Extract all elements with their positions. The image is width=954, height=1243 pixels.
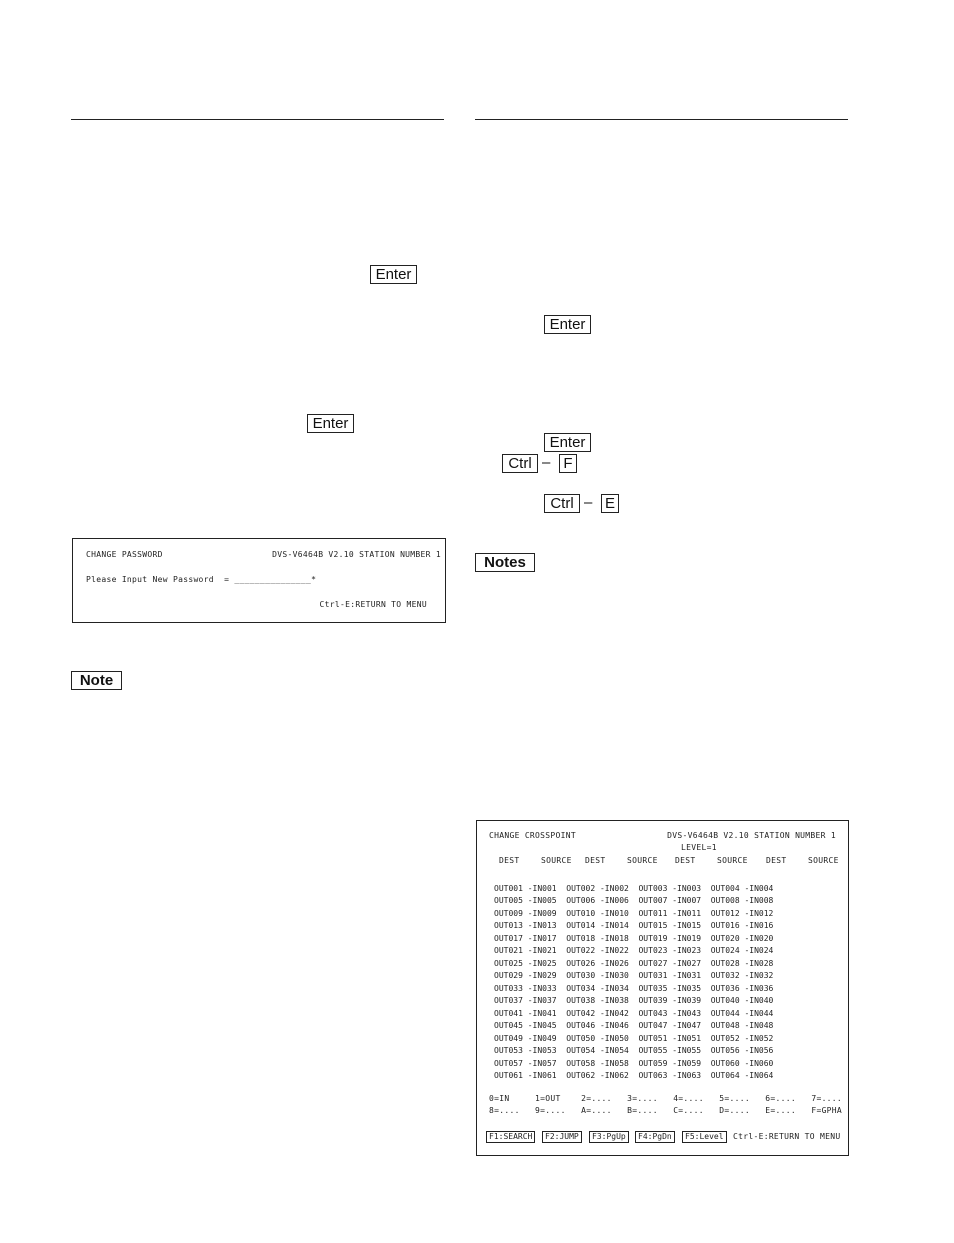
- note-label: Note: [71, 671, 122, 690]
- change-crosspoint-screen: [476, 820, 849, 1156]
- enter-key-icon: Enter: [544, 315, 591, 334]
- table-row[interactable]: OUT021 -IN021 OUT022 -IN022 OUT023 -IN023 OUT024 -IN024: [494, 946, 774, 955]
- f3-pgup-button[interactable]: F3:PgUp: [589, 1131, 629, 1143]
- column-header: DEST: [766, 856, 787, 865]
- ctrl-key-icon: Ctrl: [502, 454, 538, 473]
- column-header: DEST: [675, 856, 696, 865]
- table-row[interactable]: OUT045 -IN045 OUT046 -IN046 OUT047 -IN047 OUT048 -IN048: [494, 1021, 774, 1030]
- table-row[interactable]: OUT037 -IN037 OUT038 -IN038 OUT039 -IN039 OUT040 -IN040: [494, 996, 774, 1005]
- f5-level-button[interactable]: F5:Level: [682, 1131, 727, 1143]
- column-header: SOURCE: [717, 856, 748, 865]
- e-key-icon: E: [601, 494, 619, 513]
- table-row[interactable]: OUT029 -IN029 OUT030 -IN030 OUT031 -IN031 OUT032 -IN032: [494, 971, 774, 980]
- return-to-menu-hint: Ctrl-E:RETURN TO MENU: [319, 600, 427, 609]
- f2-jump-button[interactable]: F2:JUMP: [542, 1131, 582, 1143]
- table-row[interactable]: OUT017 -IN017 OUT018 -IN018 OUT019 -IN019 OUT020 -IN020: [494, 934, 774, 943]
- table-row[interactable]: OUT005 -IN005 OUT006 -IN006 OUT007 -IN007 OUT008 -IN008: [494, 896, 774, 905]
- table-row[interactable]: OUT009 -IN009 OUT010 -IN010 OUT011 -IN011 OUT012 -IN012: [494, 909, 774, 918]
- table-row[interactable]: OUT025 -IN025 OUT026 -IN026 OUT027 -IN027 OUT028 -IN028: [494, 959, 774, 968]
- password-input[interactable]: Please Input New Password = _______________*: [86, 575, 317, 584]
- f-key-icon: F: [559, 454, 577, 473]
- column-header: DEST: [499, 856, 520, 865]
- station-info: DVS-V6464B V2.10 STATION NUMBER 1: [667, 831, 836, 840]
- key-combo-dash: –: [542, 454, 551, 471]
- table-row[interactable]: OUT057 -IN057 OUT058 -IN058 OUT059 -IN059 OUT060 -IN060: [494, 1059, 774, 1068]
- column-header: SOURCE: [627, 856, 658, 865]
- key-combo-dash: –: [584, 494, 593, 511]
- table-row[interactable]: OUT049 -IN049 OUT050 -IN050 OUT051 -IN051 OUT052 -IN052: [494, 1034, 774, 1043]
- table-row[interactable]: OUT061 -IN061 OUT062 -IN062 OUT063 -IN063 OUT064 -IN064: [494, 1071, 774, 1080]
- column-header: SOURCE: [541, 856, 572, 865]
- table-row[interactable]: OUT053 -IN053 OUT054 -IN054 OUT055 -IN055 OUT056 -IN056: [494, 1046, 774, 1055]
- enter-key-icon: Enter: [370, 265, 417, 284]
- table-row[interactable]: OUT041 -IN041 OUT042 -IN042 OUT043 -IN043 OUT044 -IN044: [494, 1009, 774, 1018]
- enter-key-icon: Enter: [544, 433, 591, 452]
- table-row[interactable]: OUT013 -IN013 OUT014 -IN014 OUT015 -IN015 OUT016 -IN016: [494, 921, 774, 930]
- table-row[interactable]: OUT033 -IN033 OUT034 -IN034 OUT035 -IN035 OUT036 -IN036: [494, 984, 774, 993]
- level-indicator: LEVEL=1: [681, 843, 717, 852]
- f1-search-button[interactable]: F1:SEARCH: [486, 1131, 535, 1143]
- f4-pgdn-button[interactable]: F4:PgDn: [635, 1131, 675, 1143]
- return-to-menu-hint: Ctrl-E:RETURN TO MENU: [733, 1132, 841, 1141]
- notes-label: Notes: [475, 553, 535, 572]
- column-header: DEST: [585, 856, 606, 865]
- table-row[interactable]: OUT001 -IN001 OUT002 -IN002 OUT003 -IN003 OUT004 -IN004: [494, 884, 774, 893]
- ctrl-key-icon: Ctrl: [544, 494, 580, 513]
- column-header: SOURCE: [808, 856, 839, 865]
- right-column-rule: [475, 119, 848, 120]
- level-legend-line: 0=IN 1=OUT 2=.... 3=.... 4=.... 5=.... 6=.... 7=....: [489, 1094, 843, 1103]
- change-password-screen: [72, 538, 446, 623]
- enter-key-icon: Enter: [307, 414, 354, 433]
- screen-title: CHANGE PASSWORD: [86, 550, 163, 559]
- left-column-rule: [71, 119, 444, 120]
- station-info: DVS-V6464B V2.10 STATION NUMBER 1: [272, 550, 441, 559]
- screen-title: CHANGE CROSSPOINT: [489, 831, 576, 840]
- level-legend-line: 8=.... 9=.... A=.... B=.... C=.... D=.... E=.... F=GPHA: [489, 1106, 843, 1115]
